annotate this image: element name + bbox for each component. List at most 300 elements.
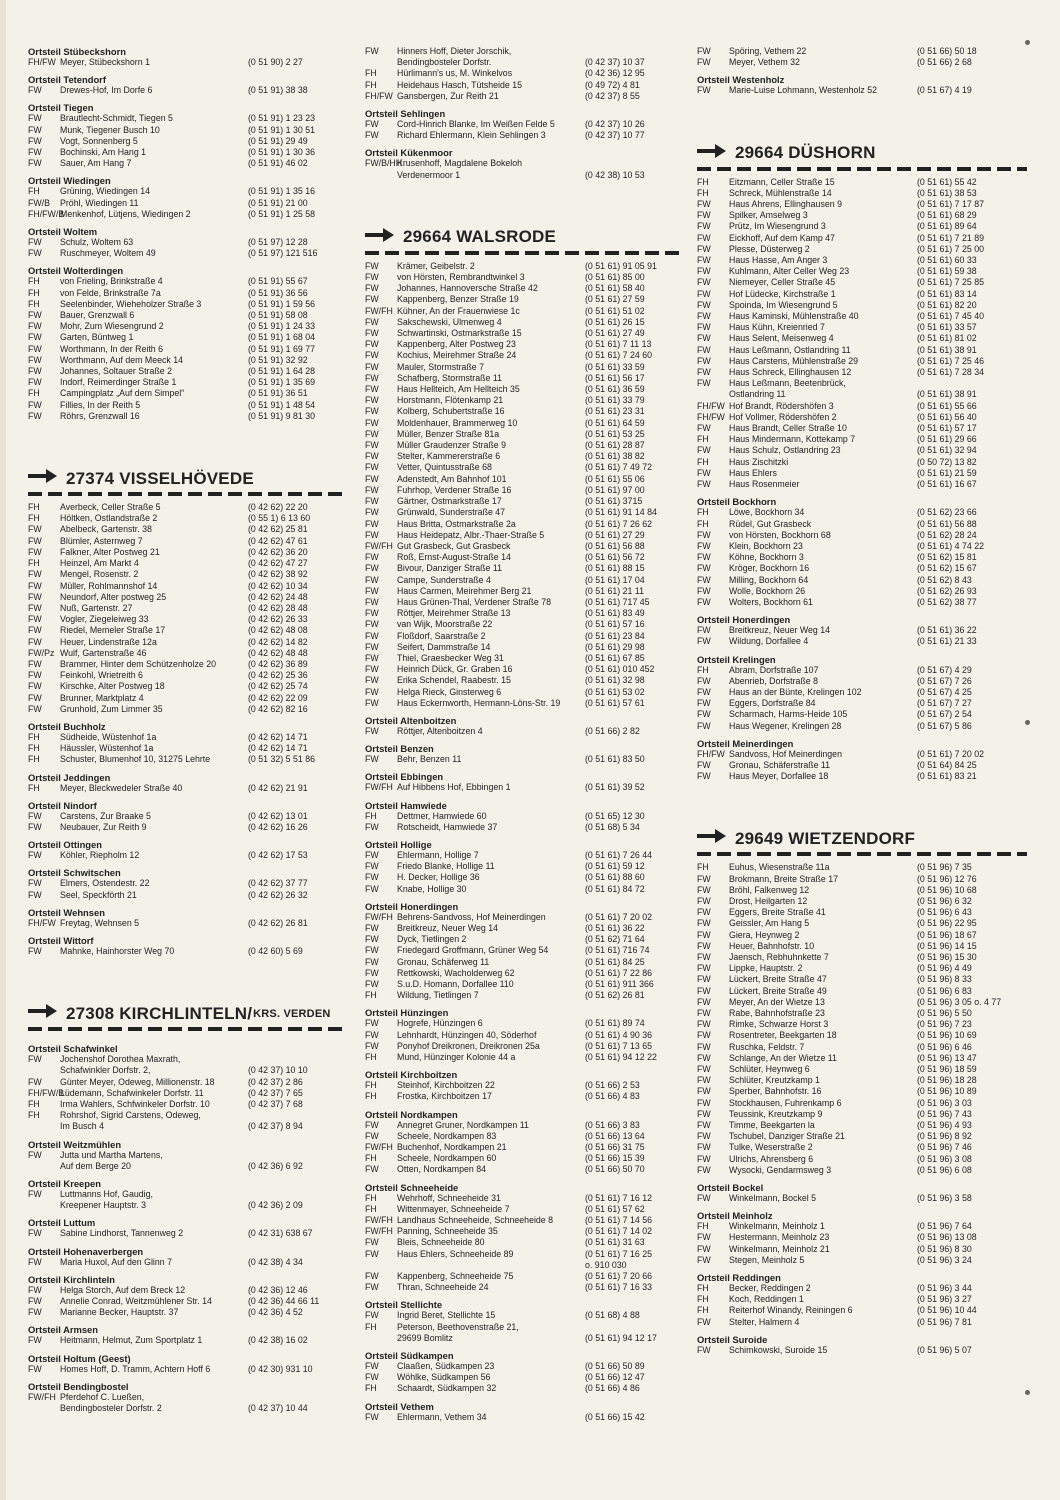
listing-row [28, 248, 346, 259]
listing-phone: (0 51 91) 1 69 77 [248, 343, 316, 354]
listing-phone: (0 51 66) 2 82 [585, 725, 640, 736]
listing-phone: (0 51 61) 56 72 [585, 552, 645, 563]
listing-phone: (0 51 62) 8 43 [917, 574, 972, 585]
city-name: 29649 WIETZENDORF [735, 828, 916, 848]
listing-row [697, 1221, 1027, 1232]
listing-row [365, 362, 685, 373]
listing-name: Scharmach, Harms-Heide 105 [729, 709, 848, 720]
listing-row [28, 637, 346, 648]
listing-type: FW [28, 113, 42, 124]
listing-type: FH [28, 513, 40, 524]
listing-row [365, 1030, 685, 1041]
listing-name: Röttjer, Altenboitzen 4 [397, 725, 483, 736]
listing-row [697, 221, 1027, 232]
listing-row [28, 400, 346, 411]
listing-name: Gronau, Schäferweg 11 [397, 956, 490, 967]
listing-name: Hof Brandt, Rödershöfen 3 [729, 400, 834, 411]
district-title: Ortsteil Woltem [28, 226, 98, 238]
listing-name: S.u.D. Homann, Dorfallee 110 [397, 979, 514, 989]
listing-name: Hinners Hoff, Dieter Jorschik, [397, 46, 512, 56]
listing-type: FW [365, 641, 379, 652]
listing-phone: (0 51 61) 27 29 [585, 529, 645, 540]
listing-phone: (0 42 62) 14 71 [248, 743, 308, 754]
district-title: Ortsteil Weitzmühlen [28, 1138, 122, 1150]
listing-phone: (0 51 61) 36 22 [917, 625, 977, 636]
listing-row [365, 653, 685, 664]
listing-name: von Felde, Brinkstraße 7a [60, 287, 161, 298]
listing-type: FH [28, 502, 40, 513]
listing-phone: (0 51 91) 1 68 04 [248, 332, 316, 343]
listing-name: Grunhold, Zum Limmer 35 [60, 703, 163, 714]
listing-row [365, 496, 685, 507]
listing-type: FW [697, 423, 711, 434]
listing-name: Bivour, Danziger Straße 11 [397, 563, 502, 574]
listing-row [28, 1335, 346, 1346]
listing-name: Kochius, Meirehmer Straße 24 [397, 350, 517, 361]
district-title: Ortsteil Bockel [697, 1182, 764, 1194]
city-heading [365, 227, 685, 248]
listing-type: FH [28, 298, 40, 309]
listing-row [697, 356, 1027, 367]
district-section [28, 226, 346, 259]
listing-type: FW [28, 889, 42, 900]
listing-name: Jochenshof Dorothea Maxrath, [60, 1054, 181, 1065]
listing-row [697, 434, 1027, 445]
listing-name: Ostlandring 11 [729, 389, 786, 400]
listing-name: Heuer, Bahnhofstr. 10 [729, 940, 815, 951]
listing-type: FW [697, 563, 711, 574]
listing-phone: (0 42 62) 25 81 [248, 524, 308, 535]
listing-row [365, 687, 685, 698]
listing-phone: (0 51 66) 3 83 [585, 1119, 640, 1130]
listing-name: Haus Meyer, Dorfallee 18 [729, 771, 829, 782]
listing-name: Gansbergen, Zur Reith 21 [397, 90, 499, 101]
listing-type: FW [28, 1256, 42, 1267]
listing-name: Indorf, Reimerdinger Straße 1 [60, 377, 177, 388]
listing-type: FW [365, 484, 379, 495]
listing-row [697, 322, 1027, 333]
listing-row [365, 1091, 685, 1102]
listing-type: FW [697, 1243, 711, 1254]
listing-type: FW [28, 580, 42, 591]
listing-phone: (0 42 37) 10 77 [585, 130, 645, 141]
city-heading [28, 468, 346, 489]
listing-phone: (0 51 61) 89 64 [917, 221, 977, 232]
listing-type: FW [697, 974, 711, 985]
listing-phone: (0 51 61) 82 20 [917, 299, 977, 310]
listing-phone: (0 51 64) 84 25 [917, 759, 977, 770]
listing-type: FW [697, 940, 711, 951]
listing-type: FW [365, 619, 379, 630]
listing-name: Seifert, Dammstraße 14 [397, 641, 491, 652]
listing-phone: (0 51 61) 57 62 [585, 1203, 645, 1214]
listing-phone: (0 51 61) 56 88 [585, 540, 645, 551]
listing-name: Lückert, Breite Straße 49 [729, 985, 827, 996]
listing-name: Spöring, Vethem 22 [729, 46, 807, 56]
listing-phone: (0 42 62) 22 20 [248, 502, 308, 513]
listing-row [365, 1372, 685, 1383]
city-heading [28, 1003, 346, 1024]
listing-type: FW [697, 1064, 711, 1075]
listing-phone: (0 51 61) 55 66 [917, 400, 977, 411]
district-title: Ortsteil Kreepen [28, 1178, 101, 1189]
listing-row [365, 384, 685, 395]
listing-phone: (0 51 61) 33 57 [917, 322, 977, 333]
listing-type: FW [365, 552, 379, 563]
listing-type: FW [697, 1316, 711, 1327]
listing-row [28, 1257, 346, 1268]
listing-phone: (0 51 96) 3 05 o. 4 77 [917, 996, 1002, 1007]
listing-type: FW [365, 529, 379, 540]
listing-name: Koch, Reddingen 1 [729, 1294, 804, 1305]
listing-phone: (0 51 96) 22 95 [917, 918, 977, 929]
listing-phone: (0 51 96) 4 49 [917, 963, 972, 974]
listing-row [28, 581, 346, 592]
listing-type: FW [365, 563, 379, 574]
listing-phone: (0 51 96) 4 93 [917, 1120, 972, 1131]
listing-type: FW [365, 872, 379, 883]
listing-name: Haus Mindermann, Kottekamp 7 [729, 434, 856, 445]
listing-row [697, 1064, 1027, 1075]
listing-phone: (0 51 66) 50 70 [585, 1164, 645, 1175]
listing-name: van Wijk, Moorstraße 22 [397, 619, 493, 630]
listing-type: FW [28, 1296, 42, 1307]
listing-phone: (0 51 61) 55 42 [917, 176, 977, 187]
listing-name: Ruschmeyer, Woltem 49 [60, 248, 156, 259]
listing-type: FW [365, 861, 379, 872]
listing-phone: (0 51 61) 59 12 [585, 861, 645, 872]
listing-name: Haus Ahrens, Ellinghausen 9 [729, 199, 842, 210]
listing-type: FW [697, 311, 711, 322]
district-title: Ortsteil Armsen [28, 1324, 98, 1336]
listing-name: Winkelmann, Meinholz 1 [729, 1221, 825, 1232]
listing-phone: (0 42 62) 37 77 [248, 878, 308, 889]
listing-phone: (0 51 96) 6 46 [917, 1041, 972, 1052]
listing-row [697, 1042, 1027, 1053]
listing-type: FW [697, 636, 711, 647]
listing-phone: (0 51 91) 9 81 30 [248, 410, 316, 421]
listing-row [28, 1296, 346, 1307]
listing-type: FW [365, 1361, 379, 1372]
listing-name: Johannes, Hannoversche Straße 42 [397, 283, 538, 294]
listing-phone: (0 51 61) 88 15 [585, 563, 645, 574]
listing-type: FW [365, 462, 379, 473]
listing-name: Höltken, Ostlandstraße 2 [60, 513, 158, 524]
listing-type: FW [28, 124, 42, 135]
listing-row [28, 743, 346, 754]
listing-name: Heinrich Dück, Gr. Graben 16 [397, 664, 513, 675]
district-title: Ortsteil Tiegen [28, 102, 94, 114]
listing-name: Haus Brandt, Celler Straße 10 [729, 423, 847, 434]
listing-name: Eickhoff, Auf dem Kamp 47 [729, 232, 835, 243]
listing-type: FW [365, 956, 379, 967]
listing-row [365, 68, 685, 79]
listing-phone: (0 42 36) 4 52 [248, 1307, 303, 1318]
listing-phone: (0 51 65) 12 30 [585, 810, 645, 821]
district-section [28, 175, 346, 220]
listing-name: Köhler, Riepholm 12 [60, 850, 140, 861]
listing-type: FW/B [28, 197, 50, 208]
listing-name: Friedo Blanke, Hollige 11 [397, 861, 495, 872]
listing-phone: (0 51 67) 4 29 [917, 664, 972, 675]
listing-row [697, 255, 1027, 266]
listing-row [365, 1310, 685, 1321]
listing-row [365, 1142, 685, 1153]
listing-type: FH [365, 1052, 377, 1063]
listing-row [28, 366, 346, 377]
listing-phone: (0 51 61) 21 11 [585, 585, 645, 596]
listing-type: FW [365, 675, 379, 686]
arrow-icon-wrap [28, 1003, 58, 1024]
listing-row [365, 1018, 685, 1029]
listing-type: FW [365, 384, 379, 395]
listing-type: FW [28, 614, 42, 625]
listing-type: FW [28, 569, 42, 580]
listing-row [697, 586, 1027, 597]
listing-phone: (0 51 61) 7 14 56 [585, 1215, 653, 1226]
listing-name: Niemeyer, Celler Straße 45 [729, 277, 836, 288]
listing-type: FH [365, 79, 377, 90]
listing-row [365, 1204, 685, 1215]
listing-type: FW [28, 546, 42, 557]
listing-type: FW [28, 1307, 42, 1318]
listing-phone: (0 51 66) 50 89 [585, 1361, 645, 1372]
listing-phone: (0 51 61) 57 16 [585, 619, 645, 630]
listing-name: Meyer, Vethem 32 [729, 57, 800, 68]
listing-name: Haus Grünen-Thal, Verdener Straße 78 [397, 596, 552, 607]
arrow-icon-wrap [697, 828, 727, 849]
listing-row [28, 237, 346, 248]
listing-row [697, 952, 1027, 963]
listing-phone: (0 51 66) 4 83 [585, 1091, 640, 1102]
district-section [28, 839, 346, 861]
listing-type: FW [28, 1363, 42, 1374]
district-title: Ortsteil Wiedingen [28, 175, 111, 187]
listing-row [365, 642, 685, 653]
listing-name: Kappenberg, Schneeheide 75 [397, 1271, 514, 1282]
listing-phone: (0 51 61) 7 14 02 [585, 1226, 653, 1237]
listing-type: FW [697, 1131, 711, 1142]
listing-row [28, 524, 346, 535]
listing-phone: (0 51 96) 3 58 [917, 1193, 972, 1204]
listing-type: FH [365, 810, 377, 821]
listing-row [697, 1232, 1027, 1243]
arrow-icon-wrap [365, 227, 395, 248]
listing-row [365, 934, 685, 945]
listing-phone: (0 51 61) 91 14 84 [585, 507, 657, 518]
listing-phone: (0 51 91) 58 08 [248, 310, 308, 321]
listing-phone: (0 51 61) 83 14 [917, 288, 977, 299]
listing-name: Annegret Gruner, Nordkampen 11 [397, 1119, 529, 1130]
listing-name: Brammer, Hinter dem Schützenholze 20 [60, 658, 216, 669]
listing-type: FW [697, 85, 711, 96]
district-title: Ortsteil Ebbingen [365, 771, 444, 783]
listing-phone: (0 51 66) 31 75 [585, 1142, 645, 1153]
district-section [365, 1350, 685, 1395]
listing-name: Riedel, Memeler Straße 17 [60, 625, 166, 636]
listing-phone: (0 51 66) 4 86 [585, 1383, 640, 1394]
listing-type: FH [28, 186, 40, 197]
listing-phone: (0 42 62) 48 08 [248, 625, 308, 636]
listing-name: Homes Hoff, D. Tramm, Achtern Hoff 6 [60, 1363, 211, 1374]
listing-phone: (0 51 61) 91 05 91 [585, 260, 657, 271]
listing-type: FW [365, 294, 379, 305]
listing-phone: (0 51 61) 4 90 36 [585, 1029, 653, 1040]
listing-row [28, 57, 346, 68]
district-section [28, 721, 346, 766]
listing-row [28, 783, 346, 794]
listing-name: Eitzmann, Celler Straße 15 [729, 176, 835, 187]
listing-phone: (0 51 66) 12 47 [585, 1372, 645, 1383]
district-section [28, 46, 346, 68]
listing-type: FW [697, 907, 711, 918]
listing-type: FW [365, 596, 379, 607]
listing-row [28, 1110, 346, 1121]
listing-phone: (0 42 62) 36 89 [248, 658, 308, 669]
listing-phone: (0 51 91) 46 02 [248, 158, 308, 169]
listing-type: FW [365, 652, 379, 663]
listing-name: Sauer, Am Hang 7 [60, 158, 132, 169]
listing-row [365, 395, 685, 406]
listing-row [365, 1237, 685, 1248]
listing-type: FW [28, 248, 42, 259]
listing-phone: (0 51 97) 12 28 [248, 237, 308, 248]
listing-row [365, 1041, 685, 1052]
listing-phone: (0 51 61) 010 452 [585, 664, 655, 675]
listing-row [697, 1142, 1027, 1153]
listing-type: FW [697, 1108, 711, 1119]
listing-row [697, 479, 1027, 490]
listing-phone: (0 51 96) 12 76 [917, 873, 977, 884]
district-section [28, 1217, 346, 1239]
listing-name: Pferdehof C. Lueßen, [60, 1391, 145, 1402]
listing-name: Haus an der Bünte, Krelingen 102 [729, 686, 862, 697]
listing-type: FW [697, 698, 711, 709]
listing-row [697, 1109, 1027, 1120]
listing-name: Euhus, Wiesenstraße 11a [729, 862, 830, 873]
listing-phone: (0 51 91) 1 35 69 [248, 377, 316, 388]
listing-type: FW [28, 377, 42, 388]
district-title: Ortsteil Honerdingen [697, 614, 791, 626]
listing-phone: (0 51 96) 15 30 [917, 951, 977, 962]
listing-phone: (0 51 61) 56 17 [585, 372, 645, 383]
district-title: Ortsteil Krelingen [697, 653, 776, 665]
listing-type: FW [28, 147, 42, 158]
listing-name: Luttmanns Hof, Gaudig, [60, 1189, 153, 1199]
listing-type: FW [365, 272, 379, 283]
district-title: Ortsteil Kükenmoor [365, 147, 453, 159]
listing-name: Stelter, Halmern 4 [729, 1316, 800, 1327]
arrow-icon [28, 468, 58, 484]
listing-phone: (0 51 61) 83 21 [917, 771, 977, 782]
listing-row [697, 974, 1027, 985]
listing-name: Schimkowski, Suroide 15 [729, 1344, 828, 1355]
listing-type: FW [365, 979, 379, 989]
listing-row [365, 57, 685, 68]
listing-row [697, 244, 1027, 255]
listing-type: FW [697, 625, 711, 636]
listing-phone: (0 51 96) 7 64 [917, 1221, 972, 1232]
listing-row [697, 457, 1027, 468]
district-section [365, 1401, 685, 1423]
listing-row [697, 1283, 1027, 1294]
listing-phone: (0 51 96) 10 68 [917, 884, 977, 895]
listing-name: Rosentreter, Beekgarten 18 [729, 1030, 837, 1041]
listing-row [365, 822, 685, 833]
listing-name: Haus Kühn, Kreienried 7 [729, 322, 825, 333]
listing-type: FW [697, 288, 711, 299]
listing-type: FW [28, 310, 42, 321]
listing-type: FW [28, 1149, 42, 1160]
listing-phone: (0 51 96) 8 33 [917, 974, 972, 985]
district-title: Ortsteil Suroide [697, 1333, 768, 1345]
listing-type: FW [365, 849, 379, 860]
punch-mark [1025, 1390, 1030, 1395]
listing-type: FW [365, 697, 379, 708]
listing-name: Behr, Benzen 11 [397, 754, 462, 765]
listing-row [365, 957, 685, 968]
city-section [365, 227, 685, 709]
listing-row [365, 597, 685, 608]
listing-type: FH/FW [28, 917, 56, 928]
listing-type: FW [697, 918, 711, 929]
listing-name: Seel, Speckförth 21 [60, 889, 137, 900]
city-section [697, 143, 1027, 491]
district-title: Ortsteil Tetendorf [28, 74, 106, 86]
listing-name: von Frieling, Brinkstraße 4 [60, 276, 163, 287]
listing-name: Drewes-Hof, Im Dorfe 6 [60, 85, 153, 96]
listing-name: Kappenberg, Alter Postweg 23 [397, 339, 516, 350]
listing-name: Hof Lüdecke, Kirchstraße 1 [729, 288, 836, 299]
listing-type: FW/FH [28, 1391, 56, 1402]
listing-type: FW [365, 1248, 379, 1259]
listing-row [697, 1053, 1027, 1064]
district-section [365, 1182, 685, 1294]
listing-name: Milling, Bockhorn 64 [729, 574, 809, 585]
listing-name: von Hörsten, Rembrandtwinkel 3 [397, 272, 525, 283]
listing-name: Haus Hasse, Am Anger 3 [729, 255, 828, 266]
listing-phone: (0 51 66) 15 42 [585, 1411, 645, 1422]
district-title: Ortsteil Hünzingen [365, 1007, 449, 1019]
listing-type: FW [28, 1054, 42, 1065]
district-section [365, 108, 685, 141]
listing-phone: (0 42 30) 931 10 [248, 1363, 313, 1374]
listing-phone: (0 42 37) 10 37 [585, 57, 645, 68]
listing-phone: (0 51 61) 33 59 [585, 361, 645, 372]
listing-name: Heitmann, Helmut, Zum Sportplatz 1 [60, 1335, 203, 1346]
listing-type: FW [697, 1344, 711, 1355]
listing-type: FW [365, 406, 379, 417]
listing-name: Thiel, Graesbecker Weg 31 [397, 652, 504, 663]
listing-row [365, 552, 685, 563]
listing-phone: (0 51 61) 27 59 [585, 294, 645, 305]
listing-type: FH [28, 1110, 40, 1121]
listing-phone: (0 42 38) 10 53 [585, 169, 645, 180]
listing-phone: (0 51 67) 5 86 [917, 720, 972, 731]
listing-name: Ingrid Beret, Stellichte 15 [397, 1310, 496, 1321]
listing-name: Haus Heidepatz, Albr.-Thaer-Straße 5 [397, 529, 545, 540]
listing-name: Falkner, Alter Postweg 21 [60, 546, 160, 557]
listing-phone: (0 51 91) 55 67 [248, 276, 308, 287]
listing-name: Bröhl, Falkenweg 12 [729, 884, 810, 895]
listing-phone: (0 51 61) 36 59 [585, 384, 645, 395]
listing-name: Mauler, Stormstraße 7 [397, 361, 485, 372]
district-section [365, 147, 685, 180]
section-gap [28, 428, 346, 458]
listing-type: FW [365, 664, 379, 675]
listing-row [365, 608, 685, 619]
listing-name: Helga Rieck, Ginsterweg 6 [397, 686, 502, 697]
